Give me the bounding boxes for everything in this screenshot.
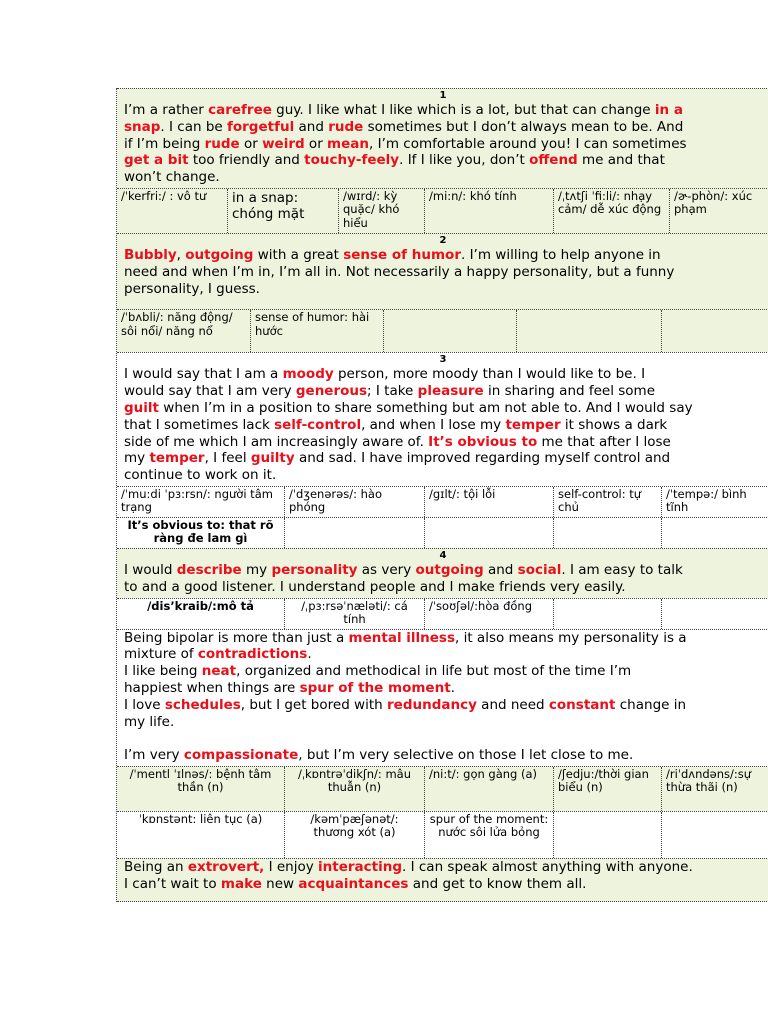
vocab-cell: /ˌkɒntrəˈdikʃn/: mâu thuẫn (n) — [285, 767, 425, 811]
highlighted-term: rude — [204, 135, 240, 152]
text-line — [124, 467, 768, 484]
text-run: my — [124, 450, 150, 467]
text-run: , organized and methodical in life but most of the time I’m — [236, 663, 632, 680]
paragraph — [117, 629, 768, 766]
highlighted-term: in a — [654, 102, 683, 118]
vocab-cell: /mi:n/: khó tính — [425, 189, 554, 233]
text-run: Being an — [124, 858, 188, 875]
text-run: with a great — [253, 246, 344, 263]
section-6 — [117, 858, 768, 902]
text-line — [124, 400, 768, 417]
highlighted-term: extrovert, — [187, 858, 265, 875]
text-line — [124, 747, 768, 764]
section-1 — [117, 88, 768, 233]
highlighted-term: Bubbly — [124, 246, 177, 263]
text-run: my — [241, 561, 272, 578]
highlighted-term: redundancy — [387, 696, 477, 713]
vocab-cell: /kəmˈpæʃənət/: thương xót (a) — [285, 812, 425, 858]
text-line — [124, 663, 768, 680]
text-run: my life. — [124, 713, 175, 730]
paragraph — [117, 247, 768, 299]
text-run: , I’m comfortable around you! I can sometimes — [369, 135, 687, 152]
vocab-row — [117, 486, 768, 517]
text-run: in sharing and feel some — [483, 383, 656, 400]
text-run: too friendly and — [188, 152, 305, 169]
text-run: that I sometimes lack — [124, 416, 275, 433]
vocab-cell: /ˈdʒenərəs/: hào phóng — [285, 487, 425, 517]
highlighted-term: neat — [201, 663, 237, 680]
text-run: happiest when things are — [124, 679, 300, 696]
highlighted-term: describe — [176, 561, 242, 578]
section-number: 1 — [117, 88, 768, 102]
highlighted-term: interacting — [318, 858, 403, 875]
text-run: I can’t wait to — [124, 875, 221, 892]
text-run: I love — [124, 696, 165, 713]
text-run: as very — [357, 561, 416, 578]
text-line — [124, 562, 768, 579]
vocab-cell: sense of humor: hài hước — [251, 310, 384, 352]
text-line — [124, 434, 768, 451]
text-run: guy. I like what I like which is a lot, but that can change — [271, 102, 655, 118]
highlighted-term: self-control — [274, 416, 362, 433]
text-run: and — [294, 118, 329, 135]
vocab-cell: /dis’kraib/:mô tả — [117, 599, 285, 629]
highlighted-term: pleasure — [417, 383, 484, 400]
text-run: change in — [615, 696, 687, 713]
highlighted-term: sense of humor — [343, 246, 461, 263]
vocab-cell: /ˌtʌtʃi ˈfi:li/: nhạy cảm/ dễ xúc động — [554, 189, 670, 233]
text-run: . I can be — [160, 118, 227, 135]
highlighted-term: constant — [548, 696, 616, 713]
vocab-cell: /ˈkerfri:/ : vô tư — [117, 189, 228, 233]
text-run: mixture of — [124, 646, 198, 663]
text-line — [124, 630, 768, 647]
text-run: I enjoy — [264, 858, 319, 875]
text-run: and get to know them all. — [408, 875, 587, 892]
highlighted-term: generous — [295, 383, 368, 400]
vocab-cell: /ˈmentl ˈɪlnəs/: bệnh tâm thần (n) — [117, 767, 285, 811]
highlighted-term: temper — [149, 450, 205, 467]
vocab-row — [117, 188, 768, 233]
vocab-cell: /ˈsoʊʃəl/:hòa đồng — [425, 599, 554, 629]
text-run: , I feel — [204, 450, 251, 467]
highlighted-term: make — [220, 875, 262, 892]
highlighted-term: moody — [282, 366, 334, 383]
highlighted-term: mental illness — [348, 629, 455, 646]
text-line — [124, 697, 768, 714]
text-run: or — [304, 135, 328, 152]
highlighted-term: temper — [505, 416, 561, 433]
text-line — [124, 102, 768, 119]
vocab-cell: self-control: tự chủ — [554, 487, 662, 517]
text-run: continue to work on it. — [124, 467, 277, 484]
text-line — [124, 152, 768, 169]
paragraph — [117, 562, 768, 598]
text-line — [124, 876, 768, 893]
vocab-row — [117, 309, 768, 352]
vocab-cell — [662, 518, 768, 548]
vocab-cell: /ˈmu:di ˈpɜ:rsn/: người tâm trạng — [117, 487, 285, 517]
text-run: would say that I am very — [124, 383, 296, 400]
text-run: and sad. I have improved regarding myself control and — [294, 450, 671, 467]
text-run: it shows a dark — [560, 416, 668, 433]
highlighted-term: contradictions — [197, 646, 308, 663]
text-run: when I’m in a position to share something but am not able to. And I would say — [158, 399, 693, 416]
text-line — [124, 136, 768, 153]
highlighted-term: weird — [262, 135, 305, 152]
text-run: sometimes but I don’t always mean to be. And — [363, 118, 684, 135]
vocab-cell — [662, 599, 768, 629]
text-line — [124, 450, 768, 467]
text-run: won’t change. — [124, 169, 220, 186]
vocab-cell — [662, 310, 768, 352]
vocab-cell — [554, 518, 662, 548]
vocab-cell: /ˈtempə:/ bình tĩnh — [662, 487, 768, 517]
document-page — [116, 88, 768, 902]
highlighted-term: snap — [124, 118, 161, 135]
text-line — [124, 859, 768, 876]
highlighted-term: outgoing — [185, 246, 254, 263]
vocab-cell — [554, 812, 662, 858]
text-line — [124, 119, 768, 136]
vocab-row — [117, 598, 768, 629]
text-run: and — [483, 561, 518, 578]
text-line — [124, 169, 768, 186]
text-run: or — [239, 135, 263, 152]
text-run: . — [307, 646, 312, 663]
paragraph — [117, 102, 768, 188]
section-5 — [117, 629, 768, 858]
vocab-cell: /wɪrd/: kỳ quặc/ khó hiểu — [339, 189, 425, 233]
text-run: me and that — [577, 152, 665, 169]
highlighted-term: It’s obvious to — [428, 433, 538, 450]
vocab-cell: ˈkɒnstənt: liên tục (a) — [117, 812, 285, 858]
highlighted-term: schedules — [164, 696, 241, 713]
vocab-cell: spur of the moment: nước sôi lửa bỏng — [425, 812, 554, 858]
paragraph — [117, 366, 768, 486]
vocab-row — [117, 811, 768, 858]
text-line — [124, 680, 768, 697]
text-run: . — [450, 679, 455, 696]
text-run: I’m a rather — [124, 102, 209, 118]
highlighted-term: personality — [271, 561, 358, 578]
vocab-cell — [384, 310, 517, 352]
vocab-cell — [285, 518, 425, 548]
text-line — [124, 366, 768, 383]
text-run: I like being — [124, 663, 202, 680]
text-run: I would say that I am a — [124, 366, 283, 383]
text-line — [124, 714, 768, 731]
vocab-cell: in a snap: chóng mặt — [228, 189, 339, 233]
vocab-cell — [517, 310, 662, 352]
highlighted-term: acquaintances — [298, 875, 409, 892]
section-number: 2 — [117, 233, 768, 247]
text-line — [124, 383, 768, 400]
vocab-cell — [425, 518, 554, 548]
vocab-cell: /riˈdʌndəns/:sự thừa thãi (n) — [662, 767, 768, 811]
highlighted-term: social — [517, 561, 562, 578]
highlighted-term: rude — [328, 118, 364, 135]
text-run: need and when I’m in, I’m all in. Not necessarily a happy personality, but a funny — [124, 263, 675, 280]
text-run: . I can speak almost anything with anyone. — [402, 858, 693, 875]
text-line — [124, 579, 768, 596]
text-run: . I’m willing to help anyone in — [460, 246, 661, 263]
highlighted-term: mean — [327, 135, 369, 152]
text-line — [124, 646, 768, 663]
paragraph — [117, 858, 768, 902]
vocab-cell — [662, 812, 768, 858]
text-run: side of me which I am increasingly aware of. — [124, 433, 429, 450]
text-run: , — [176, 246, 186, 263]
highlighted-term: guilty — [250, 450, 295, 467]
text-line — [124, 247, 768, 264]
text-line — [124, 417, 768, 434]
text-run: , but I’m very selective on those I let close to me. — [298, 747, 634, 764]
section-number: 4 — [117, 548, 768, 562]
section-4 — [117, 548, 768, 629]
text-run: ; I take — [367, 383, 418, 400]
text-run: new — [261, 875, 299, 892]
text-run: me that after I lose — [537, 433, 671, 450]
text-run: and need — [476, 696, 549, 713]
vocab-row — [117, 517, 768, 548]
text-line — [124, 281, 768, 298]
highlighted-term: offend — [529, 152, 578, 169]
text-run: if I’m being — [124, 135, 205, 152]
vocab-cell: It’s obvious to: that rõ ràng đe lam gì — [117, 518, 285, 548]
highlighted-term: get a bit — [124, 152, 189, 169]
text-run: personality, I guess. — [124, 280, 260, 297]
vocab-cell: /ɚ-phòn/: xúc phạm — [670, 189, 768, 233]
highlighted-term: outgoing — [415, 561, 484, 578]
text-run: person, more moody than I would like to be. I — [333, 366, 646, 383]
text-run: , it also means my personality is a — [455, 629, 687, 646]
highlighted-term: touchy-feely — [304, 152, 400, 169]
text-run: , and when I lose my — [361, 416, 506, 433]
section-number: 3 — [117, 352, 768, 366]
vocab-cell: /ʃedju:/thời gian biểu (n) — [554, 767, 662, 811]
text-line — [124, 730, 768, 747]
text-run: . I am easy to talk — [561, 561, 683, 578]
vocab-row — [117, 766, 768, 811]
text-run: , but I get bored with — [240, 696, 387, 713]
text-run: Being bipolar is more than just a — [124, 629, 349, 646]
section-2 — [117, 233, 768, 352]
highlighted-term: forgetful — [227, 118, 295, 135]
highlighted-term: guilt — [124, 399, 159, 416]
vocab-cell: /ˌpɜ:rsəˈnæləti/: cá tính — [285, 599, 425, 629]
vocab-cell — [554, 599, 662, 629]
text-run: . If I like you, don’t — [399, 152, 530, 169]
vocab-cell: /ˈbʌbli/: năng động/ sôi nổi/ năng nổ — [117, 310, 251, 352]
text-run: I would — [124, 561, 177, 578]
text-run: to and a good listener. I understand people and I make friends very easily. — [124, 578, 626, 595]
vocab-cell: /gɪlt/: tội lỗi — [425, 487, 554, 517]
section-3 — [117, 352, 768, 548]
highlighted-term: carefree — [208, 102, 272, 118]
highlighted-term: spur of the moment — [299, 679, 451, 696]
spacer — [117, 299, 768, 309]
vocab-cell: /ni:t/: gọn gàng (a) — [425, 767, 554, 811]
highlighted-term: compassionate — [183, 747, 299, 764]
text-line — [124, 264, 768, 281]
text-run: I’m very — [124, 747, 184, 764]
